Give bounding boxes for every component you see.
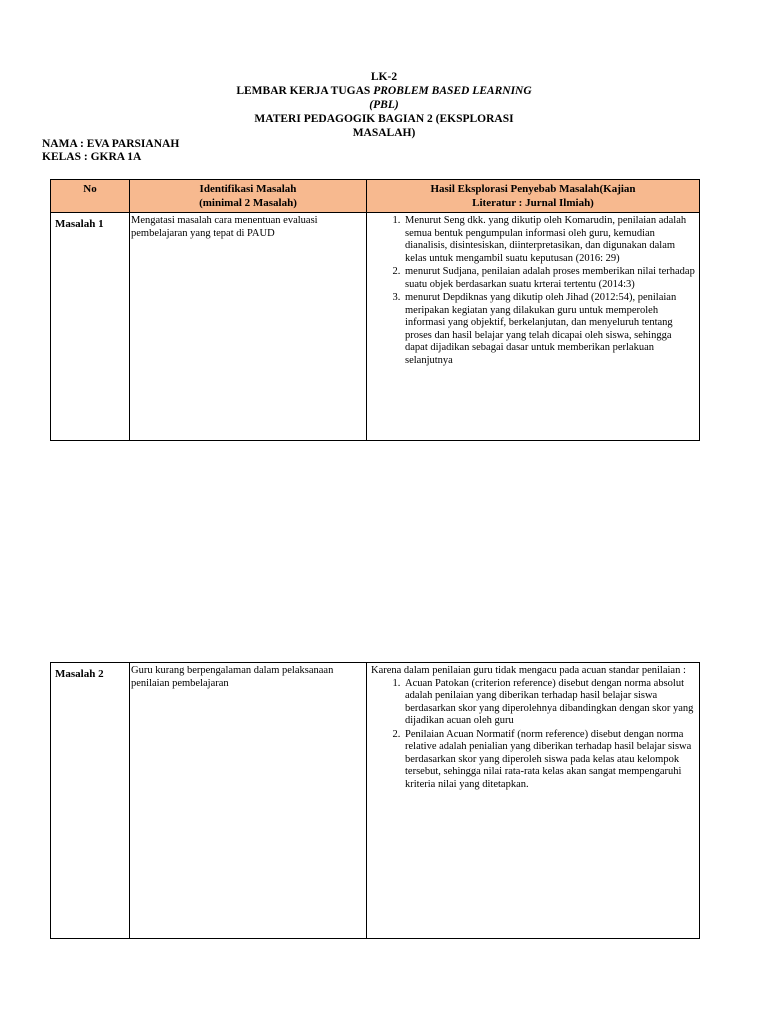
student-class: KELAS : GKRA 1A xyxy=(42,151,142,163)
row-hasil xyxy=(367,663,700,939)
hasil-list xyxy=(371,678,695,792)
worksheet-title: LEMBAR KERJA TUGAS PROBLEM BASED LEARNING xyxy=(236,85,532,97)
row-hasil xyxy=(367,213,700,441)
header-identifikasi: Identifikasi Masalah (minimal 2 Masalah) xyxy=(130,180,367,213)
table-row xyxy=(51,213,700,441)
worksheet-subtitle-1: MATERI PEDAGOGIK BAGIAN 2 (EKSPLORASI xyxy=(254,113,514,125)
document-header xyxy=(200,70,568,140)
problem-table-2 xyxy=(50,662,700,939)
worksheet-subtitle-2: MASALAH) xyxy=(352,127,416,139)
worksheet-code: LK-2 xyxy=(370,71,398,83)
hasil-list xyxy=(371,215,695,367)
worksheet-title-abbr: (PBL) xyxy=(369,99,399,111)
row-identifikasi: Mengatasi masalah cara menentuan evaluasi pembelajaran yang tepat di PAUD xyxy=(130,213,367,441)
list-item: 3. menurut Depdiknas yang dikutip oleh Jihad (2012:54), penilaian meripakan kegiatan yang dilakukan guru untuk memperoleh informasi yang objektif, berkelanjutan, dan menyeluruh tentang proses dan hasil belajar yang telah dicapai oleh siswa, sehingga dapat dijadikan sebagai dasar untuk memberikan perlakuan selanjutnya xyxy=(403,292,695,367)
student-info xyxy=(42,138,179,164)
table-row xyxy=(51,663,700,939)
hasil-intro: Karena dalam penilaian guru tidak mengacu pada acuan standar penilaian : xyxy=(371,665,686,676)
list-item: 2. menurut Sudjana, penilaian adalah proses memberikan nilai terhadap suatu objek berdasarkan suatu krterai tertentu (2014:3) xyxy=(403,266,695,291)
problem-table-1 xyxy=(50,179,700,441)
student-name: NAMA : EVA PARSIANAH xyxy=(42,138,180,150)
header-no: No xyxy=(51,180,130,213)
header-hasil: Hasil Eksplorasi Penyebab Masalah(Kajian Literatur : Jurnal Ilmiah) xyxy=(367,180,700,213)
list-item: 2. Penilaian Acuan Normatif (norm reference) disebut dengan norma relative adalah penialian yang diberikan terhadap hasil belajar siswa berdasarkan skor yang diperoleh siswa pada kelas atau kelompok tersebut, sehingga nilai rata-rata kelas akan sangat mempengaruhi kriteria nilai yang ditetapkan. xyxy=(403,729,695,792)
table-header-row xyxy=(51,180,700,213)
list-item: 1. Menurut Seng dkk. yang dikutip oleh Komarudin, penilaian adalah semua bentuk pengumpulan informasi oleh guru, kemudian dianalisis, disintesiskan, diinterpretasikan, dan digunakan dalam kelas untuk mengambil suatu keputusan (2016: 29) xyxy=(403,215,695,265)
list-item: 1. Acuan Patokan (criterion reference) disebut dengan norma absolut adalah penilaian yang diberikan terhadap hasil belajar siswa berdasarkan skor yang diperolehnya dibandingkan dengan skor yang dijadikan acuan oleh guru xyxy=(403,678,695,728)
row-identifikasi: Guru kurang berpengalaman dalam pelaksanaan penilaian pembelajaran xyxy=(130,663,367,939)
row-label: Masalah 1 xyxy=(51,213,130,441)
row-label: Masalah 2 xyxy=(51,663,130,939)
